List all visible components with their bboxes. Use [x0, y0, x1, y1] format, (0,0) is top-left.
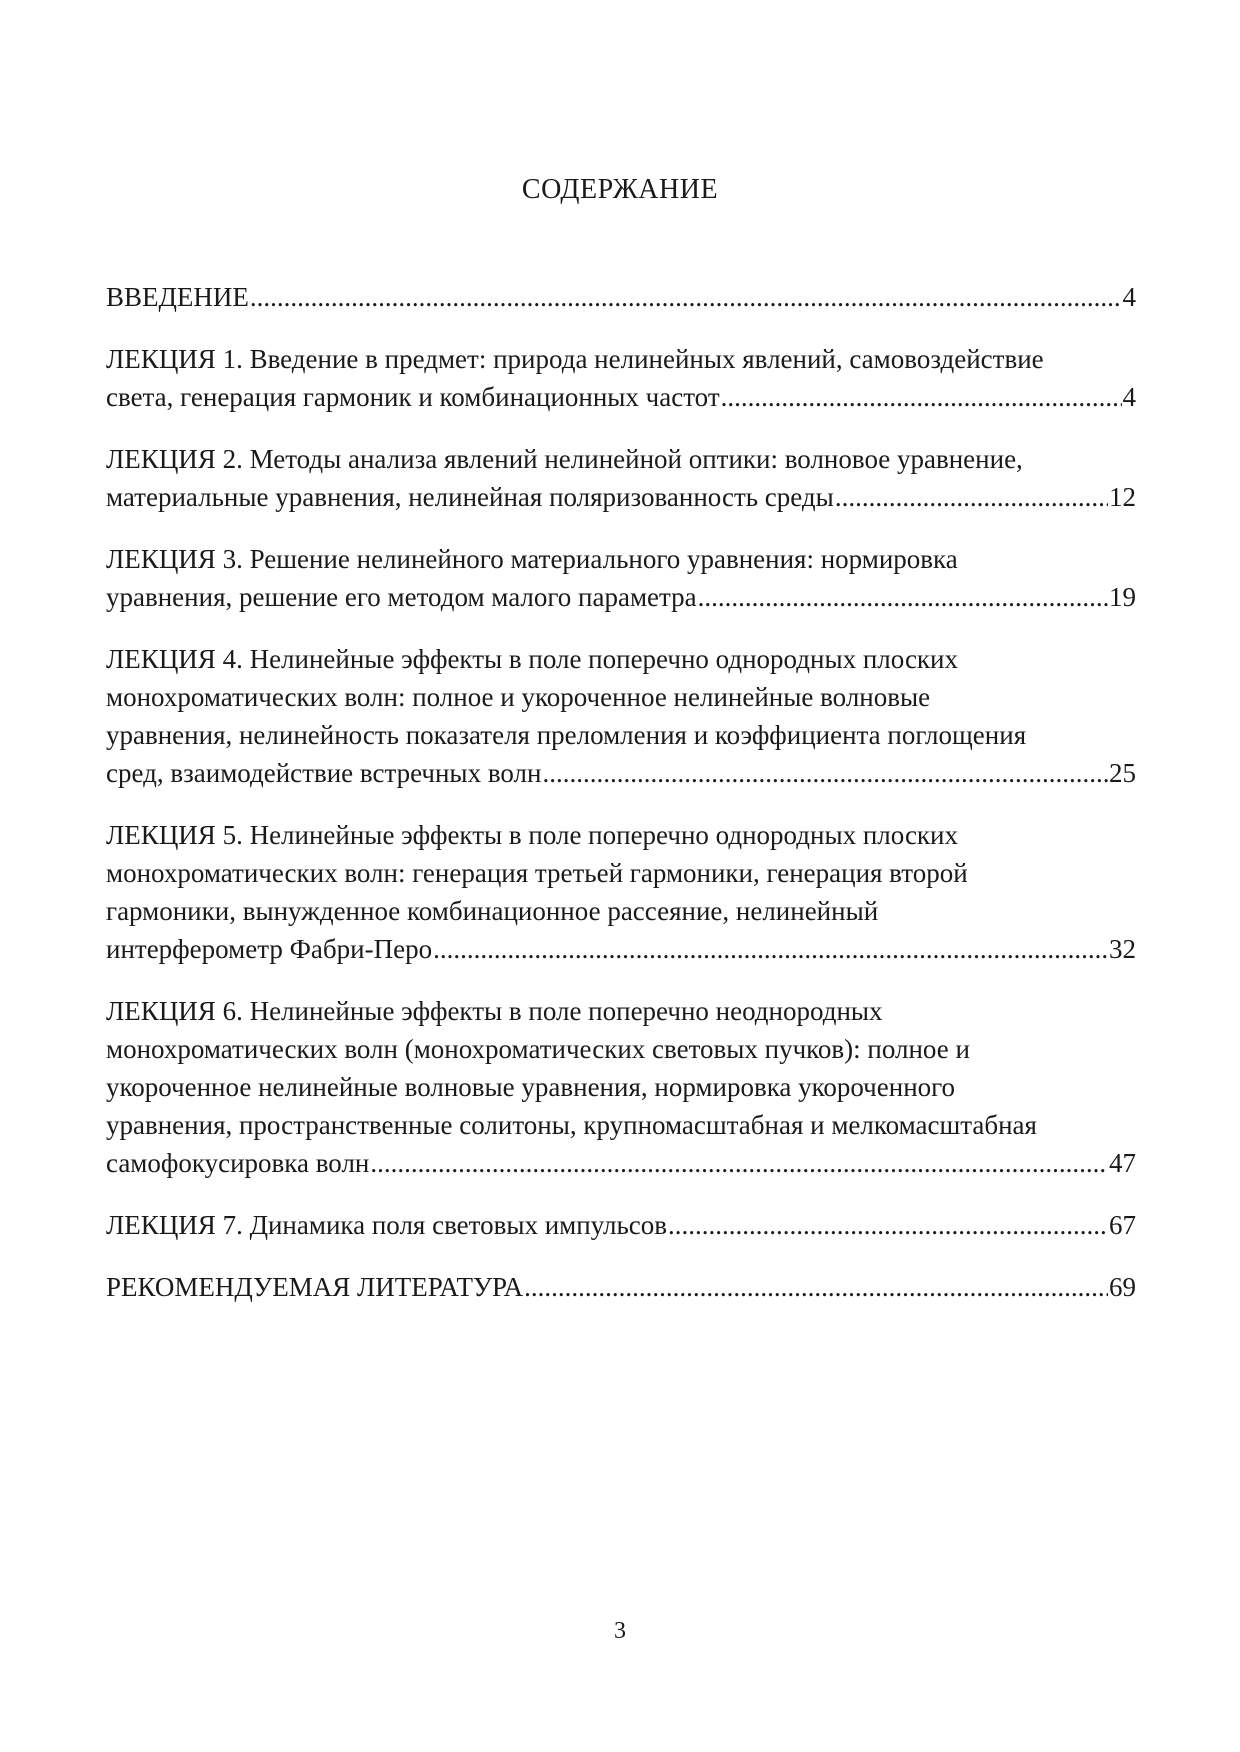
toc-entry-line: уравнения, нелинейность показателя преломления и коэффициента поглощения	[106, 720, 1027, 750]
toc-entry-line: монохроматических волн: генерация третьей гармоники, генерация второй	[106, 858, 968, 888]
toc-entry-text: ВВЕДЕНИЕ	[106, 282, 249, 312]
toc-entry-text: света, генерация гармоник и комбинационных частот	[106, 382, 720, 412]
toc-entry-text: интерферометр Фабри-Перо	[106, 934, 433, 964]
toc-entry-lecture-3	[106, 540, 1136, 616]
toc-entry-line: гармоники, вынужденное комбинационное рассеяние, нелинейный	[106, 896, 879, 926]
dot-leader	[370, 1144, 1108, 1182]
toc-title: СОДЕРЖАНИЕ	[521, 174, 719, 205]
dot-leader	[433, 930, 1108, 968]
toc-entry-line: монохроматических волн: полное и укороченное нелинейные волновые	[106, 682, 931, 712]
dot-leader	[542, 754, 1108, 792]
toc-page-number: 12	[1109, 482, 1136, 512]
toc-entry-text: ЛЕКЦИЯ 7. Динамика поля световых импульсов	[106, 1210, 668, 1240]
toc-entry-text: материальные уравнения, нелинейная поляризованность среды	[106, 482, 834, 512]
toc-page-number: 4	[1122, 282, 1136, 312]
toc-entry-last-line	[106, 1206, 1136, 1244]
toc-entry-last-line	[106, 1268, 1136, 1306]
toc-page-number: 25	[1109, 758, 1136, 788]
dot-leader	[721, 378, 1122, 416]
toc-entry-line: ЛЕКЦИЯ 3. Решение нелинейного материального уравнения: нормировка	[106, 544, 958, 574]
toc-entry-line: ЛЕКЦИЯ 1. Введение в предмет: природа нелинейных явлений, самовоздействие	[106, 344, 1044, 374]
toc-entry-lecture-4	[106, 640, 1136, 792]
toc-entry-line: укороченное нелинейные волновые уравнения, нормировка укороченного	[106, 1072, 956, 1102]
toc-entry-text: РЕКОМЕНДУЕМАЯ ЛИТЕРАТУРА	[106, 1272, 524, 1302]
toc-page-number: 4	[1122, 382, 1136, 412]
toc-entry-line: ЛЕКЦИЯ 6. Нелинейные эффекты в поле поперечно неоднородных	[106, 996, 883, 1026]
toc-entry-references	[106, 1268, 1136, 1306]
dot-leader	[524, 1268, 1108, 1306]
toc-entry-line: монохроматических волн (монохроматических световых пучков): полное и	[106, 1034, 970, 1064]
toc-entry-line: уравнения, пространственные солитоны, крупномасштабная и мелкомасштабная	[106, 1110, 1037, 1140]
toc-entry-lecture-5	[106, 816, 1136, 968]
toc-entry-text: сред, взаимодействие встречных волн	[106, 758, 542, 788]
toc-entry-last-line	[106, 578, 1136, 616]
dot-leader	[835, 478, 1108, 516]
toc-entry-last-line	[106, 278, 1136, 316]
dot-leader	[250, 278, 1122, 316]
toc-page-number: 69	[1109, 1272, 1136, 1302]
page-number: 3	[614, 1618, 626, 1644]
toc-entry-introduction	[106, 278, 1136, 316]
toc-entry-line: ЛЕКЦИЯ 5. Нелинейные эффекты в поле поперечно однородных плоских	[106, 820, 959, 850]
toc-entry-lecture-6	[106, 992, 1136, 1182]
table-of-contents	[106, 278, 1136, 1330]
dot-leader	[668, 1206, 1108, 1244]
toc-entry-last-line	[106, 930, 1136, 968]
toc-entry-text: самофокусировка волн	[106, 1148, 370, 1178]
toc-entry-last-line	[106, 378, 1136, 416]
dot-leader	[698, 578, 1108, 616]
toc-entry-lecture-7	[106, 1206, 1136, 1244]
toc-page-number: 67	[1109, 1210, 1136, 1240]
toc-entry-lecture-2	[106, 440, 1136, 516]
toc-page-number: 47	[1109, 1148, 1136, 1178]
toc-page-number: 19	[1109, 582, 1136, 612]
toc-entry-line: ЛЕКЦИЯ 4. Нелинейные эффекты в поле поперечно однородных плоских	[106, 644, 959, 674]
toc-entry-last-line	[106, 754, 1136, 792]
toc-entry-line: ЛЕКЦИЯ 2. Методы анализа явлений нелинейной оптики: волновое уравнение,	[106, 444, 1023, 474]
toc-page-number: 32	[1109, 934, 1136, 964]
toc-entry-last-line	[106, 1144, 1136, 1182]
toc-entry-lecture-1	[106, 340, 1136, 416]
toc-entry-last-line	[106, 478, 1136, 516]
toc-entry-text: уравнения, решение его методом малого параметра	[106, 582, 697, 612]
